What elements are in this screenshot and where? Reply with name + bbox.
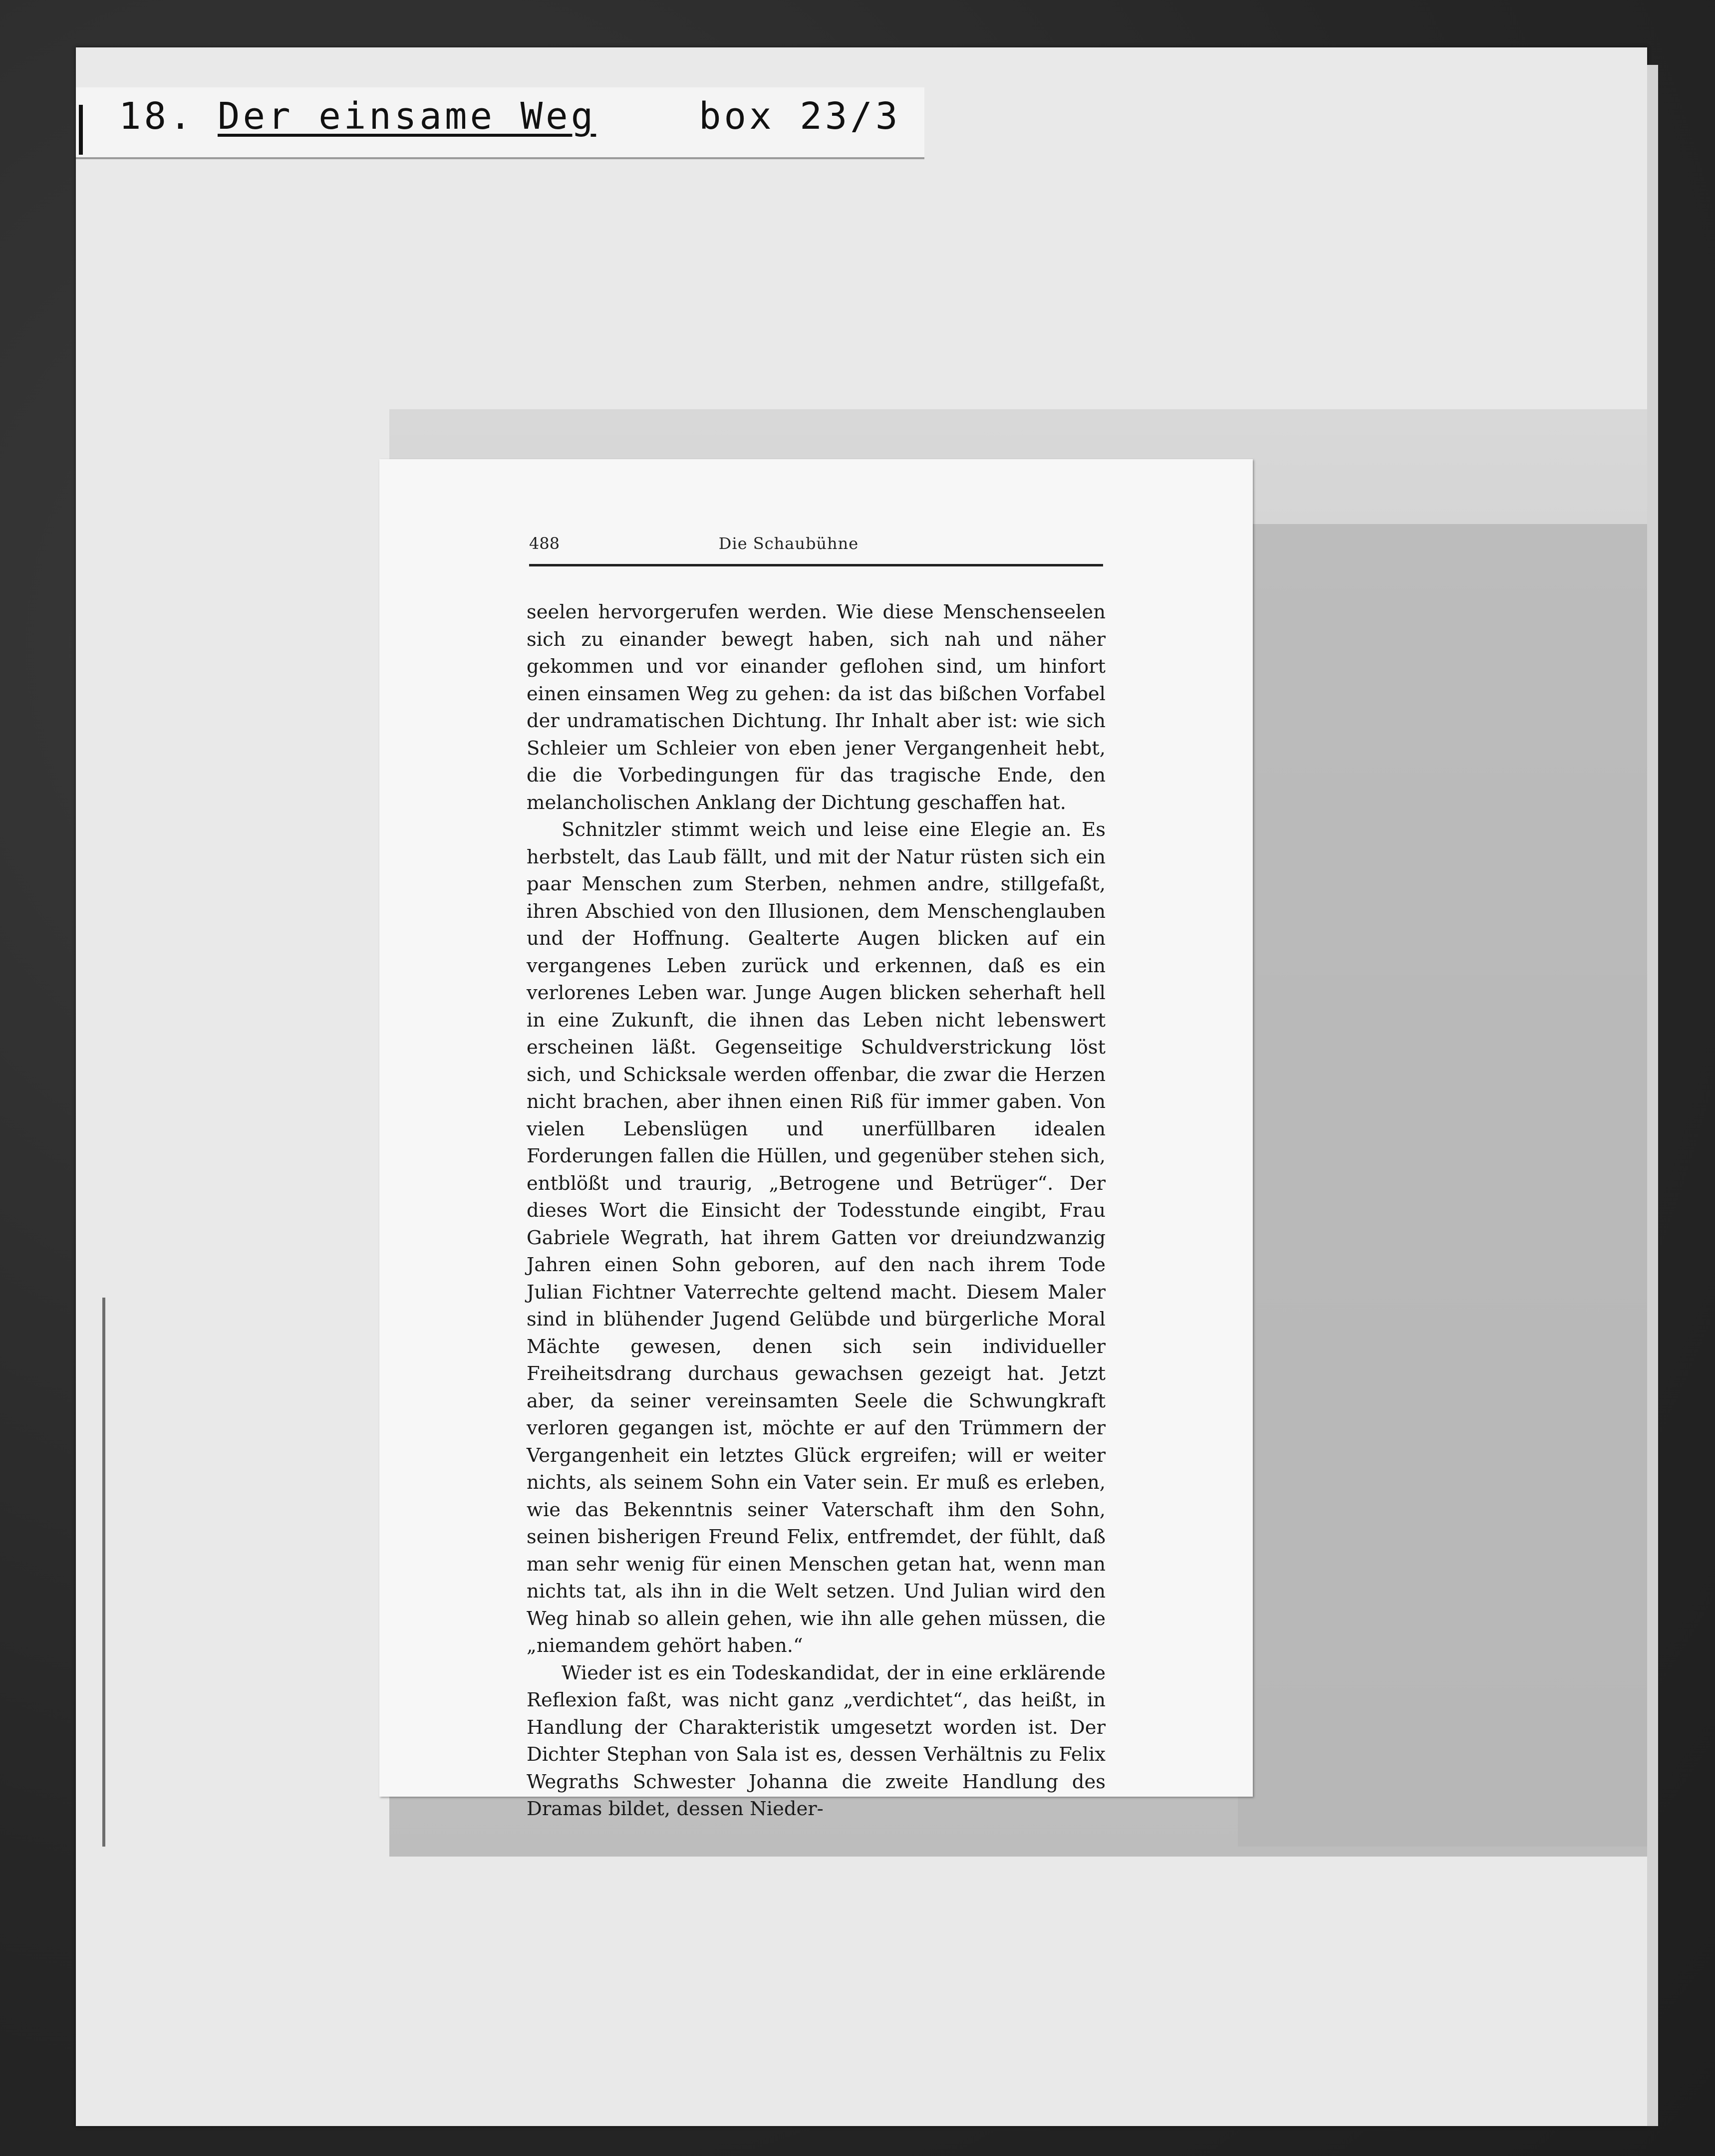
paragraph: Schnitzler stimmt weich und leise eine Elegie an. Es herbstelt, das Laub fällt, und mit der Natur rüsten sich ein paar Menschen zum Sterben, nehmen andre, stillgefaßt, ihren Abschied von den Illusionen, dem Menschenglauben und der Hoffnung. Gealterte Augen blicken auf ein vergangenes Leben zurück und erkennen, daß es ein verlorenes Leben war. Junge Augen blicken seherhaft hell in eine Zukunft, die ihnen das Leben nicht lebenswert erscheinen läßt. Gegenseitige Schuldverstrickung löst sich, und Schicksale werden offenbar, die zwar die Herzen nicht brachen, aber ihnen einen Riß für immer gaben. Von vielen Lebenslügen und unerfüllbaren idealen Forderungen fallen die Hüllen, und gegenüber stehen sich, entblößt und traurig, „Betrogene und Betrüger“. Der dieses Wort die Einsicht der Todesstunde eingibt, Frau Gabriele Wegrath, hat ihrem Gatten vor dreiundzwanzig Jahren einen Sohn geboren, auf den nach ihrem Tode Julian Fichtner Vaterrechte geltend macht. Diesem Maler sind in blühender Jugend Gelübde und bürgerliche Moral Mächte gewesen, denen sich sein individueller Freiheitsdrang durchaus gewachsen gezeigt hat. Jetzt aber, da seiner vereinsamten Seele die Schwungkraft verloren gegangen ist, möchte er auf den Trümmern der Vergangenheit ein letztes Glück ergreifen; will er weiter nichts, als seinem Sohn ein Vater sein. Er muß es erleben, wie das Bekenntnis seiner Vaterschaft ihm den Sohn, seinen bisherigen Freund Felix, entfremdet, der fühlt, daß man sehr wenig für einen Menschen getan hat, wenn man nichts tat, als ihn in die Welt setzen. Und Julian wird den Weg hinab so allein gehen, wie ihn alle gehen müssen, die „niemandem gehört haben.“ xyxy=(527,818,1106,1657)
sheet-edge xyxy=(1647,65,1658,2126)
page-number: 488 xyxy=(529,534,560,553)
mounting-shadow xyxy=(1238,524,1647,1847)
label-corner-mark xyxy=(79,105,83,155)
running-title: Die Schaubühne xyxy=(718,534,859,553)
folder-title: Der einsame Weg xyxy=(218,95,596,138)
newspaper-clipping xyxy=(379,459,1253,1820)
binding-mark xyxy=(102,1298,105,1847)
clipping-header xyxy=(529,534,1103,566)
paragraph: seelen hervorgerufen werden. Wie diese Menschenseelen sich zu einander bewegt haben, sich nah und näher gekommen und vor einander geflohen sind, um hinfort einen einsamen Weg zu gehen: da ist das bißchen Vorfabel der undramatischen Dichtung. Ihr Inhalt aber ist: wie sich Schleier um Schleier von eben jener Vergangenheit hebt, die die Vorbedingungen für das tragische Ende, den melancholischen Anklang der Dichtung geschaffen hat. xyxy=(527,601,1106,814)
folder-number: 18. xyxy=(119,95,195,138)
paragraph: Wieder ist es ein Todeskandidat, der in eine erklärende Reflexion faßt, was nicht ganz „verdichtet“, das heißt, in Handlung der Charakteristik umgesetzt worden ist. Der Dichter Stephan von Sala ist es, dessen Verhältnis zu Felix Wegraths Schwester Johanna die zweite Handlung des Dramas bildet, dessen Nieder- xyxy=(527,1661,1106,1820)
folder-box-number: box 23/3 xyxy=(699,95,901,138)
clipping-body xyxy=(527,599,1106,1823)
